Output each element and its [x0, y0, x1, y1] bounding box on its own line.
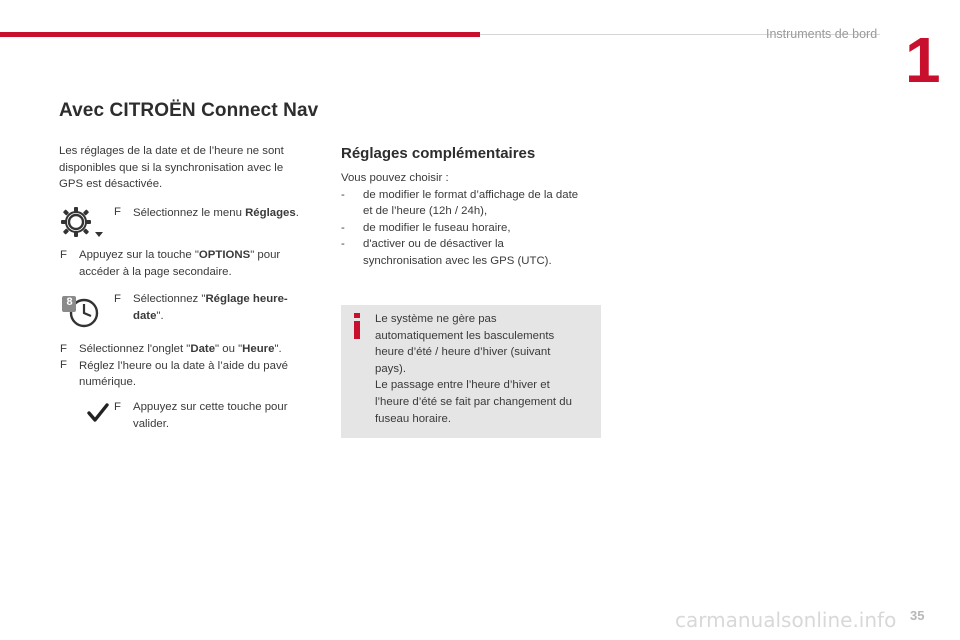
step-bullet: F	[114, 206, 121, 218]
step-5-text-line-1: Réglez l’heure ou la date à l’aide du pavé	[79, 359, 288, 372]
clock-badge: 8	[66, 296, 73, 308]
step-3-text-line-2: date".	[133, 309, 164, 322]
gear-icon	[58, 203, 106, 248]
chapter-number: 1	[905, 24, 941, 96]
extra-lead: Vous pouvez choisir :	[341, 172, 449, 184]
step-bullet: F	[60, 343, 67, 355]
info-line-6: l’heure d’été se fait par changement du	[375, 396, 572, 408]
intro-line-2: disponibles que si la synchronisation avec le	[59, 161, 284, 174]
extra-dash: -	[341, 238, 345, 251]
intro-line-1: Les réglages de la date et de l’heure ne sont	[59, 145, 284, 157]
checkmark-icon	[86, 402, 110, 429]
extra-item-3-line-1: d'activer ou de désactiver la	[363, 238, 504, 251]
info-line-3: heure d’été / heure d’hiver (suivant	[375, 346, 551, 359]
footer-watermark: carmanualsonline.info	[675, 608, 897, 632]
info-line-2: automatiquement les basculements	[375, 329, 555, 342]
step-3-text-line-1: Sélectionnez "Réglage heure-	[133, 293, 288, 305]
extra-dash: -	[341, 188, 345, 201]
step-1-text: Sélectionnez le menu Réglages.	[133, 207, 299, 219]
info-line-7: fuseau horaire.	[375, 412, 451, 425]
step-5-text-line-2: numérique.	[79, 376, 136, 389]
extra-dash: -	[341, 221, 345, 234]
intro-line-3: GPS est désactivée.	[59, 178, 163, 191]
step-bullet: F	[114, 401, 121, 413]
info-line-4: pays).	[375, 362, 407, 375]
step-bullet: F	[60, 359, 67, 371]
step-bullet: F	[60, 249, 67, 261]
page-number: 35	[910, 608, 925, 623]
page-title: Avec CITROËN Connect Nav	[59, 100, 319, 121]
step-6-text-line-1: Appuyez sur cette touche pour	[133, 401, 288, 413]
info-line-5: Le passage entre l’heure d’hiver et	[375, 379, 550, 392]
info-icon	[351, 313, 363, 344]
info-line-1: Le système ne gère pas	[375, 313, 497, 325]
step-2-text-line-2: accéder à la page secondaire.	[79, 265, 232, 278]
extra-item-3-line-2: synchronisation avec les GPS (UTC).	[363, 255, 552, 267]
section-title: Instruments de bord	[766, 27, 878, 41]
step-2-text-line-1: Appuyez sur la touche "OPTIONS" pour	[79, 249, 281, 261]
step-6-text-line-2: valider.	[133, 417, 170, 430]
extra-item-1-line-1: de modifier le format d’affichage de la date	[363, 188, 579, 201]
header-red-bar	[0, 32, 480, 37]
extra-settings-title: Réglages complémentaires	[341, 145, 536, 162]
extra-item-1-line-2: et de l’heure (12h / 24h),	[363, 205, 488, 218]
step-bullet: F	[114, 293, 121, 305]
step-4-text: Sélectionnez l'onglet "Date" ou "Heure".	[79, 343, 282, 355]
extra-item-2-line-1: de modifier le fuseau horaire,	[363, 221, 511, 234]
